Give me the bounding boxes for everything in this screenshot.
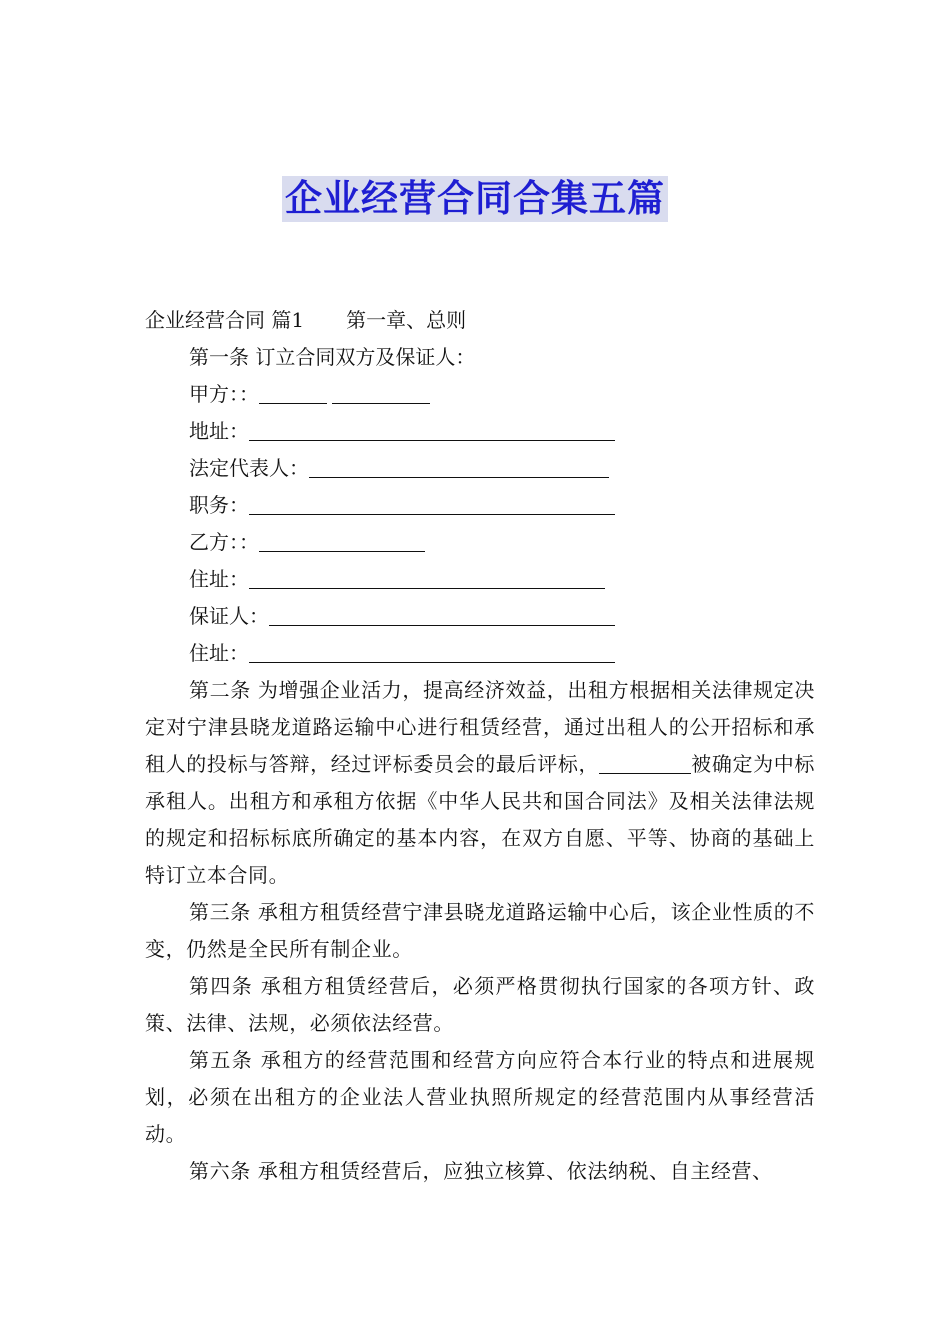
blank-line (249, 640, 615, 663)
blank-line (259, 529, 425, 552)
section-heading-line (145, 302, 815, 339)
blank-line (635, 751, 691, 774)
field-guarantor (145, 598, 815, 635)
field-label: 法定代表人： (189, 456, 309, 480)
article-2-text-a: 第二条 为增强企业活力，提高经济效益，出租方根据相关法律规定决定对宁津县晓龙道路运输中心进行租赁经营，通过出租人的公开招标和承租人的投标与答辩，经过评标委员会的最后评标， (145, 678, 815, 776)
blank-line (599, 751, 635, 774)
article-2-text-b: 被确定为中标承租人。出租方和承租方依据《中华人民共和国合同法》及相关法律法规的规定和招标标底所确定的基本内容，在双方自愿、平等、协商的基础上特订立本合同。 (145, 752, 815, 887)
field-party-a (145, 376, 815, 413)
article-2 (145, 672, 815, 894)
article-5: 第五条 承租方的经营范围和经营方向应符合本行业的特点和进展规划，必须在出租方的企业法人营业执照所规定的经营范围内从事经营活动。 (145, 1048, 815, 1146)
field-residence-1 (145, 561, 815, 598)
chapter-heading: 第一章、总则 (346, 308, 467, 332)
article-3: 第三条 承租方租赁经营宁津县晓龙道路运输中心后，该企业性质的不变，仍然是全民所有制企业。 (145, 900, 815, 961)
field-label: 住址： (189, 641, 249, 665)
blank-line (309, 455, 609, 478)
document-body (145, 302, 815, 1190)
field-label: 地址： (189, 419, 249, 443)
field-label: 保证人： (189, 604, 269, 628)
article-4: 第四条 承租方租赁经营后，必须严格贯彻执行国家的各项方针、政策、法律、法规，必须依法经营。 (145, 974, 815, 1035)
field-position (145, 487, 815, 524)
blank-line (269, 603, 615, 626)
blank-line (249, 418, 615, 441)
blank-line (249, 492, 615, 515)
field-label: 甲方：： (189, 382, 259, 406)
section-heading: 企业经营合同 篇1 (145, 308, 305, 332)
field-label: 乙方：： (189, 530, 259, 554)
article-6: 第六条 承租方租赁经营后，应独立核算、依法纳税、自主经营、 (189, 1159, 773, 1183)
field-legal-representative (145, 450, 815, 487)
title-container (0, 176, 950, 222)
field-label: 职务： (189, 493, 249, 517)
blank-line (249, 566, 605, 589)
document-title: 企业经营合同合集五篇 (282, 176, 668, 222)
blank-line (259, 381, 327, 404)
blank-line (332, 381, 430, 404)
field-residence-2 (145, 635, 815, 672)
article-1-text: 第一条 订立合同双方及保证人： (189, 345, 476, 369)
field-address (145, 413, 815, 450)
field-party-b (145, 524, 815, 561)
field-label: 住址： (189, 567, 249, 591)
article-1 (145, 339, 815, 376)
